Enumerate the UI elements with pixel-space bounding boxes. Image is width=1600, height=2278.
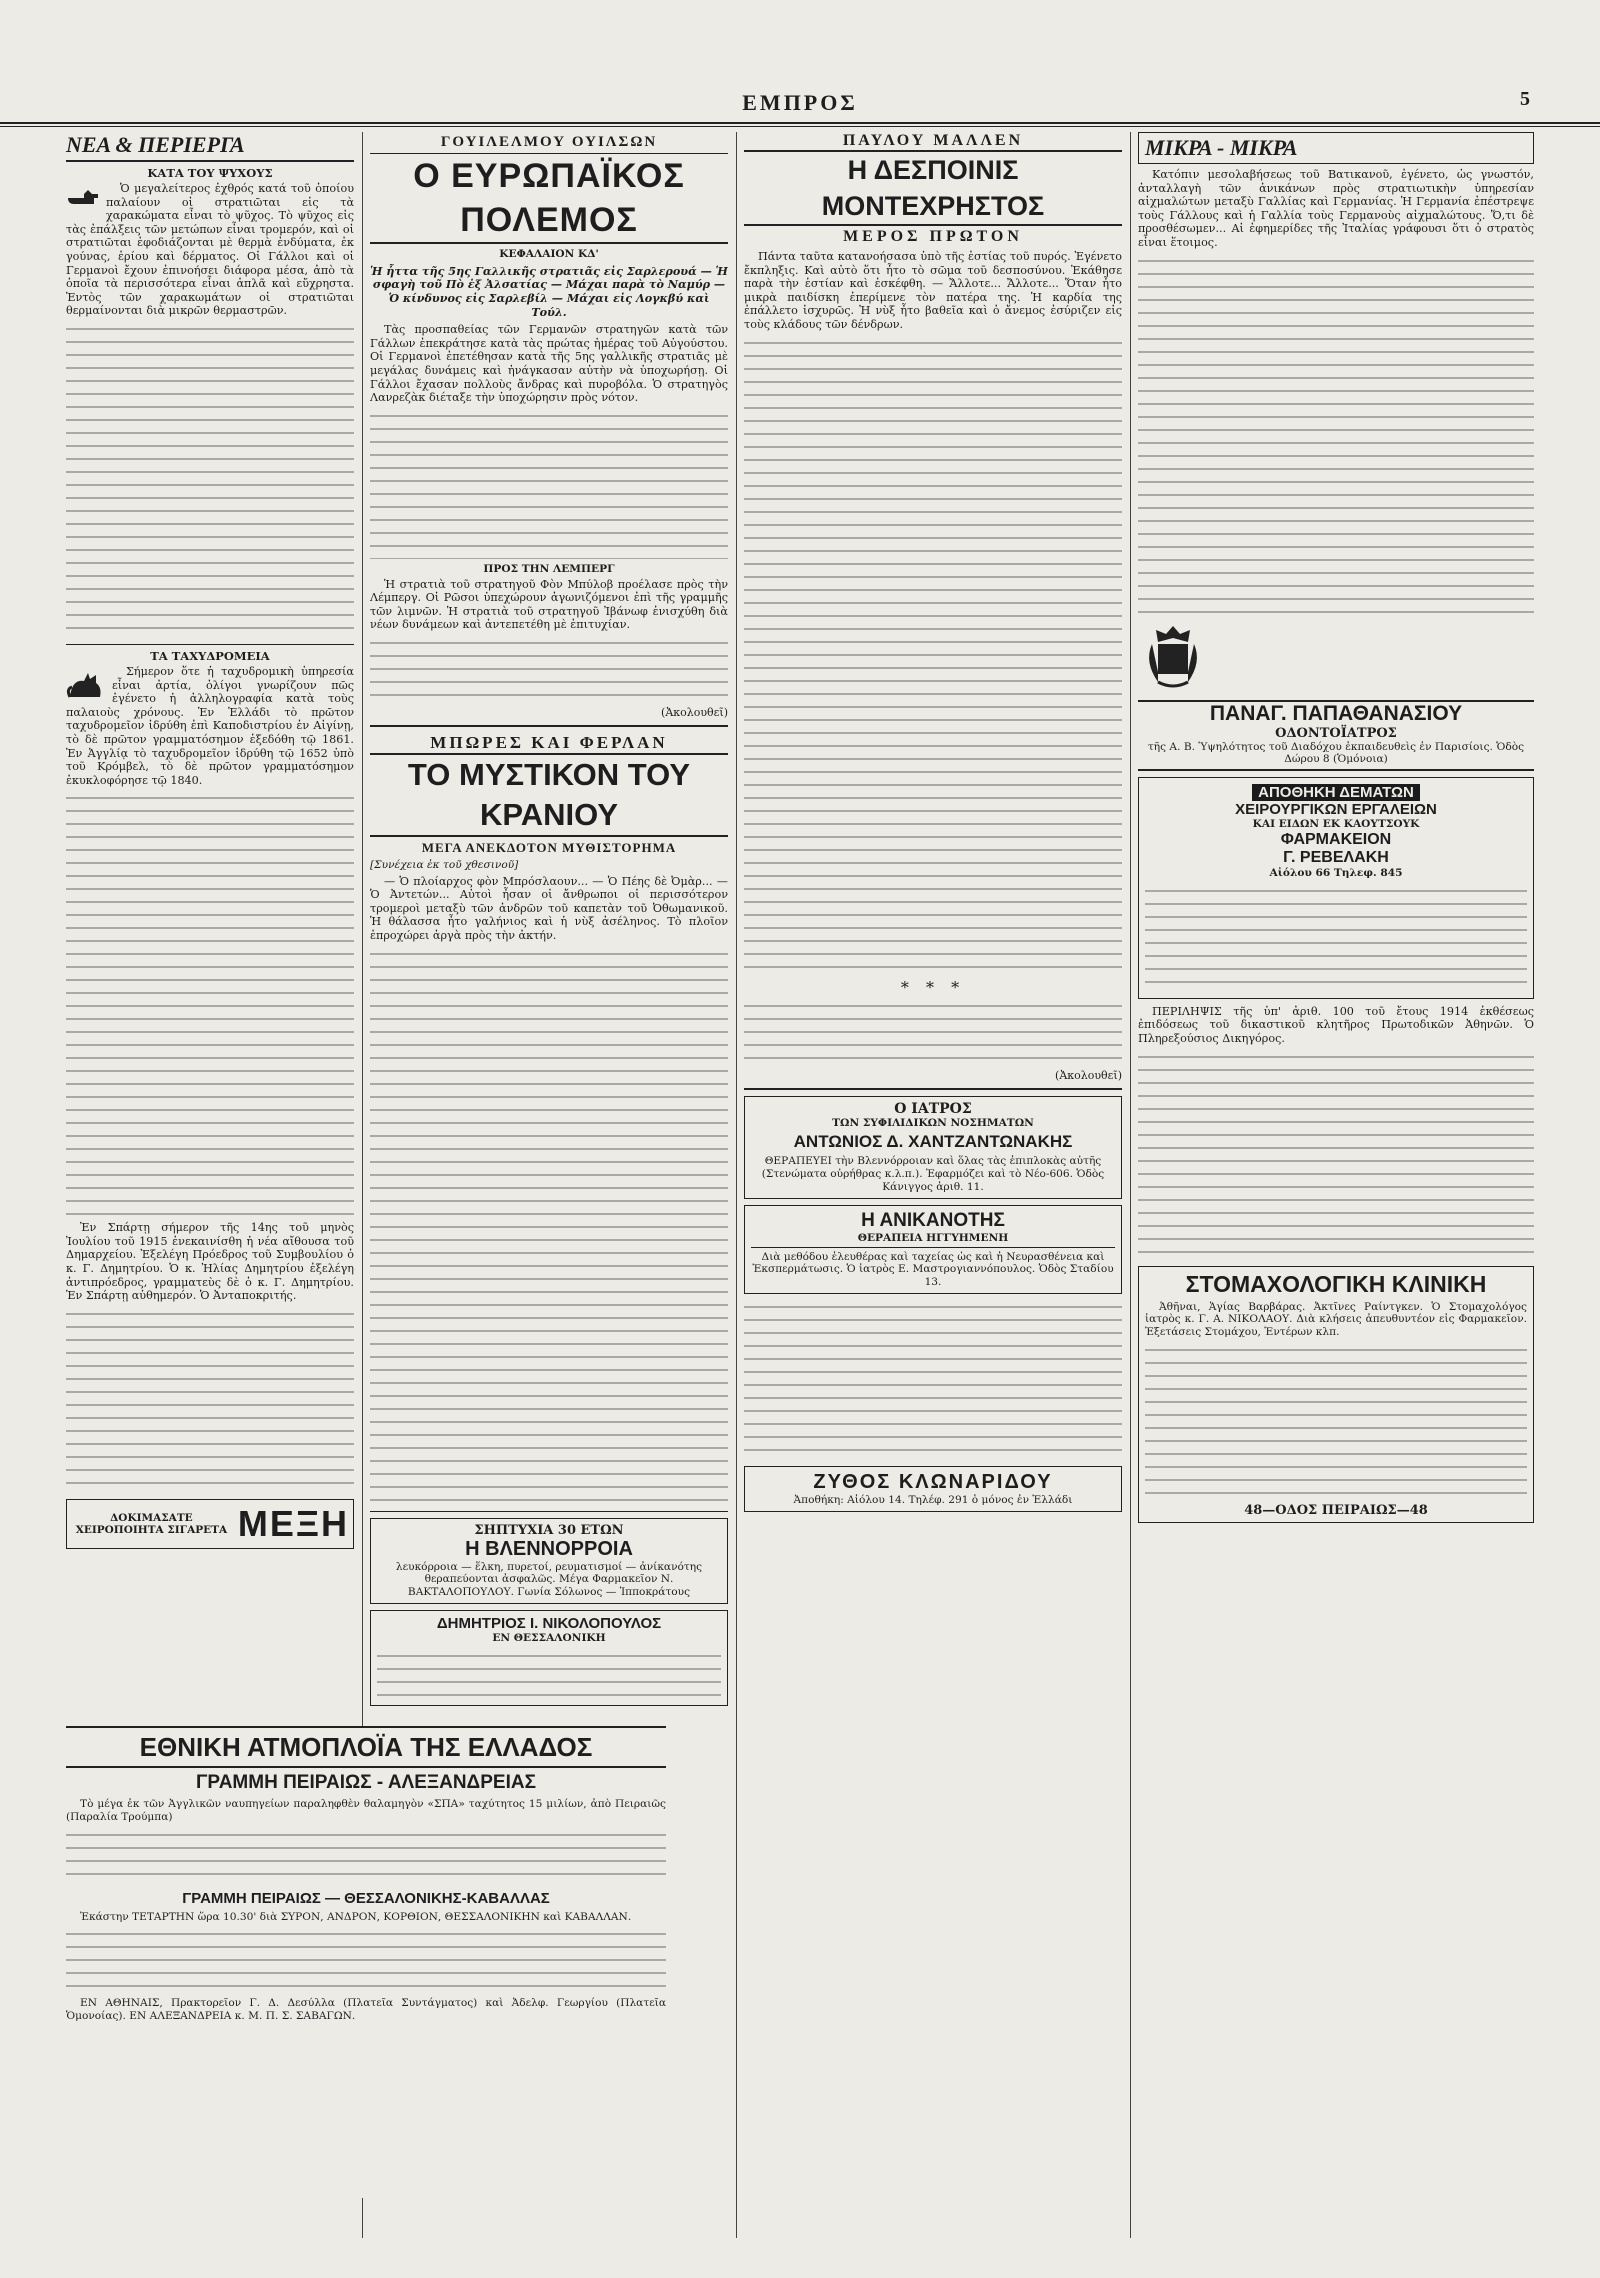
divider — [744, 1088, 1122, 1090]
article-head-cold: ΚΑΤΑ ΤΟΥ ΨΥΧΟΥΣ — [147, 166, 273, 180]
column-montechristo — [738, 132, 1128, 2238]
serial-subhead: ΠΡΟΣ ΤΗΝ ΛΕΜΠΕΡΓ — [483, 562, 615, 575]
ad-shipping-lines — [66, 1828, 666, 1886]
ad-impotence-body: Διὰ μεθόδου ἐλευθέρας καὶ ταχείας ὡς καὶ ἡ Νευρασθένεια καὶ Ἐκσπερμάτωσις. Ὁ ἰατρὸς Ε. Μαστρογιαννόπουλος. Ὁδὸς Σταδίου 13. — [752, 1250, 1114, 1289]
ad-dentist-body: τῆς Α. Β. Ὑψηλότητος τοῦ Διαδόχου ἐκπαιδευθεὶς ἐν Παρισίοις. Ὁδὸς Δώρου 8 (Ὁμόνοια) — [1138, 741, 1534, 772]
ad-shipping-route2: ΓΡΑΜΜΗ ΠΕΙΡΑΙΩΣ — ΘΕΣΣΑΛΟΝΙΚΗΣ-ΚΑΒΑΛΛΑΣ — [182, 1889, 550, 1907]
ad-stomach-clinic — [1138, 1266, 1534, 1523]
ad-impotence-head: Η ΑΝΙΚΑΝΟΤΗΣ — [861, 1209, 1005, 1231]
section-title-news: ΝΕΑ & ΠΕΡΙΕΡΓΑ — [66, 132, 354, 162]
serial2-continuation-lines — [744, 336, 1122, 976]
ad-blennorrhea-title: ΣΗΠΤΥΧΙΑ 30 ΕΤΩΝ — [474, 1522, 624, 1538]
ad-pharmacy-address: Αἰόλου 66 Τηλεφ. 845 — [1269, 866, 1403, 879]
article-continuation-lines-2 — [66, 791, 354, 1221]
article-body-sparta: Ἐν Σπάρτῃ σήμερον τῆς 14ης τοῦ μηνὸς Ἰουλίου τοῦ 1915 ἐνεκαινίσθη ἡ νέα αἴθουσα τοῦ Δημαρχείου. Ἐξελέγη Πρόεδρος τοῦ Συμβουλίου ὁ κ. Γ. Δημητρίου. Ὁ κ. Ἠλίας Δημητρίου ἐξελέγη ἀντιπρόεδρος, γραμματεὺς δὲ ὁ κ. Γ. Δημητρίου. Ἐν Σπάρτῃ αὐθημερόν. Ὁ Ἀνταποκριτής. — [66, 1221, 354, 1303]
ad-clinic-footer: 48—ΟΔΟΣ ΠΕΙΡΑΙΩΣ—48 — [1244, 1502, 1428, 1518]
column-mikra — [1132, 132, 1540, 2238]
serial2-continuation-lines-2 — [744, 999, 1122, 1069]
ad-doctor-head: Ο ΙΑΤΡΟΣ — [894, 1100, 972, 1117]
pointing-hand-icon — [66, 184, 100, 210]
ad-shipping-route: ΓΡΑΜΜΗ ΠΕΙΡΑΙΩΣ - ΑΛΕΞΑΝΔΡΕΙΑΣ — [196, 1772, 536, 1793]
ad-blennorrhea — [370, 1518, 728, 1604]
ad-shipping-title: ΕΘΝΙΚΗ ΑΤΜΟΠΛΟΪΑ ΤΗΣ ΕΛΛΑΔΟΣ — [66, 1728, 666, 1768]
serial2-title: Η ΔΕΣΠΟΙΝΙΣ ΜΟΝΤΕΧΡΗΣΤΟΣ — [744, 150, 1122, 226]
serial2-part: ΜΕΡΟΣ ΠΡΩΤΟΝ — [843, 228, 1023, 245]
novel-continuation-note: [Συνέχεια ἐκ τοῦ χθεσινοῦ] — [370, 858, 519, 871]
article-continuation-lines-3 — [66, 1307, 354, 1493]
mikra-continuation-lines — [1138, 254, 1534, 614]
mikra-body-1: Κατόπιν μεσολαβήσεως τοῦ Βατικανοῦ, ἐγένετο, ὡς γνωστόν, ἀνταλλαγὴ τῶν ἀνικάνων πρὸς στρατιωτικὴν ὑπηρεσίαν αἰχμαλώτων μεταξὺ Γαλλίας καὶ Γερμανίας. Ἡ Γερμανία ἐπέστρεψε τοὺς Γάλλους καὶ ἡ Γαλλία τοὺς Γερμανοὺς αἰχμαλώτους. Ὅ,τι δὲ προσθέσωμεν... Αἱ ἐφημερίδες τῆς Ἰταλίας γράφουσι ὅτι ὁ στρατὸς εἶναι ἕτοιμος. — [1138, 168, 1534, 249]
column-rule — [736, 132, 737, 2238]
ad-nikolopoulos-lines — [377, 1649, 721, 1701]
ad-mexi-label: ΔΟΚΙΜΑΣΑΤΕ — [110, 1511, 193, 1524]
ad-blennorrhea-body: λευκόρροια — ἕλκη, πυρετοί, ρευματισμοί — ἀνίκανότης θεραπεύονται ἀσφαλῶς. Μέγα Φαρμακεῖον Ν. ΒΑΚΤΑΛΟΠΟΥΛΟΥ. Γωνία Σόλωνος — Ἱπποκράτους — [395, 1560, 703, 1599]
divider — [370, 1511, 728, 1512]
divider — [370, 725, 728, 727]
serial-continued: (Ἀκολουθεῖ) — [661, 705, 728, 719]
section-title-mikra: ΜΙΚΡΑ - ΜΙΚΡΑ — [1138, 132, 1534, 164]
ad-clinic-body: Ἀθῆναι, Ἁγίας Βαρβάρας. Ἀκτῖνες Ραίντγκεν. Ὁ Στομαχολόγος ἰατρὸς κ. Γ. Α. ΝΙΚΟΛΑΟΥ. Διὰ κλήσεις ἀπευθυντέον εἰς Φαρμακεῖον. Ἐξετάσεις Στομάχου, Ἐντέρων κλπ. — [1145, 1300, 1527, 1339]
ad-pharmacy-name: Γ. ΡΕΒΕΛΑΚΗ — [1283, 848, 1389, 866]
ad-nikolopoulos — [370, 1610, 728, 1706]
ad-pharmacy — [1138, 777, 1534, 999]
masthead-rule-thin — [0, 126, 1600, 127]
royal-crest-icon — [1138, 622, 1208, 692]
ad-blennorrhea-head: Η ΒΛΕΝΝΟΡΡΟΙΑ — [465, 1537, 633, 1560]
ad-dentist-sub: ΟΔΟΝΤΟΪΑΤΡΟΣ — [1275, 725, 1397, 741]
ad-mexi-brand: ΜΕΞΗ — [237, 1502, 349, 1544]
ad-nikolopoulos-city: ΕΝ ΘΕΣΣΑΛΟΝΙΚΗ — [492, 1632, 606, 1645]
article-continuation-lines — [66, 322, 354, 640]
ad-shipping-line3: ΕΝ ΑΘΗΝΑΙΣ, Πρακτορεῖον Γ. Δ. Δεσύλλα (Πλατεῖα Συντάγματος) καὶ Ἀδελφ. Γεωργίου (Πλατεῖα Ὁμονοίας). ΕΝ ΑΛΕΞΑΝΔΡΕΙΑ κ. Μ. Π. Σ. ΣΑΒΑΓΩΝ. — [66, 1997, 666, 2023]
serial-body-2: Ἡ στρατιὰ τοῦ στρατηγοῦ Φὸν Μπύλοβ προέλασε πρὸς τὴν Λέμπεργ. Οἱ Ρῶσοι ὑπεχώρουν ἀγωνιζόμενοι ἐπὶ τῆς γραμμῆς τῶν λιμνῶν. Ἡ στρατιὰ τοῦ στρατηγοῦ Ἰβάνωφ ἐνισχύθη διὰ νέων δυνάμεων καὶ ἀντεπετέθη μὲ ἐπιτυχίαν. — [370, 577, 728, 632]
ad-shipping-line2: Ἐκάστην ΤΕΤΑΡΤΗΝ ὥρα 10.30' διὰ ΣΥΡΟΝ, ΑΝΔΡΟΝ, ΚΟΡΘΙΟΝ, ΘΕΣΣΑΛΟΝΙΚΗΝ καὶ ΚΑΒΑΛΛΑΝ. — [80, 1910, 632, 1923]
serial2-continued: (Ἀκολουθεῖ) — [1055, 1068, 1122, 1082]
cat-icon — [66, 667, 106, 701]
ad-pharmacy-sub2: ΚΑΙ ΕΙΔΩΝ ΕΚ ΚΑΟΥΤΣΟΥΚ — [1252, 818, 1420, 831]
ad-mexi — [66, 1499, 354, 1549]
novel-continuation-lines — [370, 947, 728, 1507]
ad-clinic-title: ΣΤΟΜΑΧΟΛΟΓΙΚΗ ΚΛΙΝΙΚΗ — [1185, 1270, 1487, 1297]
ad-impotence-sub: ΘΕΡΑΠΕΙΑ ΗΓΓΥΗΜΕΝΗ — [751, 1232, 1115, 1248]
ad-beer-head: ΖΥΘΟΣ ΚΛΩΝΑΡΙΔΟΥ — [813, 1470, 1053, 1493]
ad-shipping-line1: Τὸ μέγα ἐκ τῶν Ἀγγλικῶν ναυπηγείων παραληφθὲν θαλαμηγὸν «ΣΠΑ» ταχύτητος 15 μιλίων, ἀπὸ Πειραιῶς (Παραλία Τρούμπα) — [66, 1798, 666, 1823]
serial-continuation-lines-2 — [370, 636, 728, 706]
serial2-author: ΠΑΥΛΟΥ ΜΑΛΛΕΝ — [842, 132, 1024, 149]
ad-shipping — [66, 1726, 666, 2198]
masthead-rule — [0, 122, 1600, 124]
serial-continuation-lines — [370, 409, 728, 559]
serial-subtitle: Ἡ ἧττα τῆς 5ης Γαλλικῆς στρατιᾶς εἰς Σαρλερουά — Ἡ σφαγὴ τοῦ Πὸ ἐξ Ἀλσατίας — Μάχαι παρὰ τὸ Ναμύρ — Ὁ κίνδυνος εἰς Σαρλεβίλ — Μάχαι εἰς Λογκβύ καὶ Τούλ. — [370, 263, 728, 319]
ad-nikolopoulos-name: ΔΗΜΗΤΡΙΟΣ Ι. ΝΙΚΟΛΟΠΟΥΛΟΣ — [436, 1615, 662, 1633]
serial-title: Ο ΕΥΡΩΠΑΪΚΟΣ ΠΟΛΕΜΟΣ — [370, 154, 728, 244]
ad-doctor-body: ΘΕΡΑΠΕΥΕΙ τὴν Βλεννόρροιαν καὶ ὅλας τὰς ἐπιπλοκὰς αὐτῆς (Στενώματα οὐρήθρας κ.λ.π.). Ἐφαρμόζει καὶ τὸ Νέο-606. Ὁδὸς Κάνιγγος ἀριθ. 11. — [761, 1155, 1105, 1193]
masthead — [60, 0, 1540, 120]
serial-author: ΓΟΥΙΛΕΛΜΟΥ ΟΥΙΛΣΩΝ — [370, 132, 728, 154]
mikra-body-2: ΠΕΡΙΛΗΨΙΣ τῆς ὑπ' ἀριθ. 100 τοῦ ἔτους 1914 ἐκθέσεως ἐπιδόσεως τοῦ δικαστικοῦ κλητῆρος Πρωτοδικῶν Ἀθηνῶν. Ὁ Πληρεξούσιος Δικηγόρος. — [1138, 1004, 1534, 1045]
ad-clinic-lines — [1145, 1343, 1527, 1503]
novel-authors: ΜΠΩΡΕΣ ΚΑΙ ΦΕΡΛΑΝ — [430, 732, 668, 752]
article-head-post: ΤΑ ΤΑΧΥΔΡΟΜΕΙΑ — [150, 648, 270, 663]
ad-doctor-sub: ΤΩΝ ΣΥΦΙΛΙΔΙΚΩΝ ΝΟΣΗΜΑΤΩΝ — [832, 1116, 1034, 1129]
ad-beer — [744, 1466, 1122, 1512]
ad-mexi-line: ΧΕΙΡΟΠΟΙΗΤΑ ΣΙΓΑΡΕΤΑ — [75, 1523, 228, 1536]
novel-title: ΤΟ ΜΥΣΤΙΚΟΝ ΤΟΥ ΚΡΑΝΙΟΥ — [370, 753, 728, 837]
divider — [66, 644, 354, 645]
novel-subtitle: ΜΕΓΑ ΑΝΕΚΔΟΤΟΝ ΜΥΘΙΣΤΟΡΗΜΑ — [421, 839, 677, 855]
ad-doctor — [744, 1096, 1122, 1199]
ad-impotence — [744, 1205, 1122, 1294]
ad-pharmacy-label: ΦΑΡΜΑΚΕΙΟΝ — [1280, 830, 1392, 848]
ad-doctor-name: ΑΝΤΩΝΙΟΣ Δ. ΧΑΝΤΖΑΝΤΩΝΑΚΗΣ — [793, 1132, 1073, 1152]
article-body-post: Σήμερον ὅτε ἡ ταχυδρομικὴ ὑπηρεσία εἶναι ἀρτία, ὀλίγοι γνωρίζουν πῶς ἐγένετο ἡ ἀλληλογραφία κατὰ τοὺς παλαιοὺς χρόνους. Ἐν Ἑλλάδι τὸ πρῶτον ταχυδρομεῖον ἱδρύθη ἐπὶ Καποδιστρίου ἐν Αἰγίνῃ, τὸ δὲ πρῶτον γραμματόσημον ἐξεδόθη τῷ 1861. Ἐν Ἀγγλίᾳ τὸ ταχυδρομεῖον ἱδρύθη τῷ 1652 ὑπὸ τοῦ Κρόμβελ, τὸ δὲ πρῶτον γραμματόσημον ἐκυκλοφόρησε τῷ 1840. — [66, 664, 354, 787]
ad-dentist-name: ΠΑΝΑΓ. ΠΑΠΑΘΑΝΑΣΙΟΥ — [1138, 700, 1534, 726]
ad-shipping-lines-2 — [66, 1927, 666, 1997]
serial2-body: Πάντα ταῦτα κατανοήσασα ὑπὸ τῆς ἑστίας τοῦ πυρός. Ἐγένετο ἔκπληξις. Καὶ αὐτὸ ὅτι ἦτο τὸ σῶμα τοῦ δεσποσύνου. Ἐκάθησε παρὰ τὴν ἑστίαν καὶ ἐσκέφθη. — Ἄλλοτε... Ἄλλοτε... Ὅταν ἦτο μικρὰ παιδίσκη ἐπερίμενε τὸν πατέρα της. Ἡ καρδία της ἐπάλλετο ἰσχυρῶς. Ἡ νὺξ ἦτο βαθεῖα καὶ ὁ ἄνεμος ἐσύριζεν εἰς τοὺς κλάδους τῶν δένδρων. — [744, 250, 1122, 331]
novel-body: — Ὁ πλοίαρχος φὸν Μπρόσλαουν... — Ὁ Πέης δὲ Ὀμὰρ... — Ὁ Ἀντετών... Αὐτοὶ ἦσαν οἱ ἄνθρωποι οἱ περισσότερον τρομεροὶ μεταξὺ τῶν ἀνδρῶν τοῦ καπετὰν τοῦ Ὀθωμανικοῦ. Ἡ θάλασσα ἦτο γαλήνιος καὶ ἡ νὺξ ἀσέληνος. Τὸ πλοῖον ἐπροχώρει ἀργὰ πρὸς τὴν ἀκτήν. — [370, 874, 728, 943]
mikra-continuation-lines-2 — [1138, 1050, 1534, 1260]
notice-lines — [744, 1300, 1122, 1460]
newspaper-title: ΕΜΠΡΟΣ — [742, 90, 858, 115]
section-stars: * * * — [900, 977, 966, 997]
ad-pharmacy-sub: ΧΕΙΡΟΥΡΓΙΚΩΝ ΕΡΓΑΛΕΙΩΝ — [1235, 801, 1437, 819]
column-rule — [1130, 132, 1131, 2238]
article-body-cold: Ὁ μεγαλείτερος ἐχθρός κατά τοῦ ὁποίου παλαίουν οἱ στρατιῶται εἰς τὰ χαρακώματα εἶναι τὸ ψῦχος. Τὸ ψῦχος εἰς τὰς ἐπάλξεις τῶν μετώπων εἶναι τρομερόν, καὶ οἱ στρατιῶται ἐφοδιάζονται μὲ θερμὰ ἐνδύματα, ἐκ γούνας, ἐρίου καὶ δέρματος. Οἱ Γάλλοι καὶ οἱ Γερμανοὶ ἔχουν ἐπινοήσει διάφορα μέσα, ἀπὸ τὰ ὁποῖα τὰ περισσότερα εἶναι ἁπλᾶ καὶ εὔχρηστα. Ἐντὸς τῶν χαρακωμάτων οἱ στρατιῶται θερμαίνονται διὰ μικρῶν θερμαστρῶν. — [66, 182, 354, 318]
serial-chapter: ΚΕΦΑΛΑΙΟΝ ΚΔ' — [499, 248, 599, 260]
ad-pharmacy-list-lines — [1145, 884, 1527, 994]
ad-pharmacy-head: ΑΠΟΘΗΚΗ ΔΕΜΑΤΩΝ — [1252, 784, 1420, 801]
ad-beer-body: Ἀποθήκη: Αἰόλου 14. Τηλέφ. 291 ὁ μόνος ἐν Ἑλλάδι — [793, 1493, 1073, 1506]
serial-body-1: Τὰς προσπαθείας τῶν Γερμανῶν στρατηγῶν κατὰ τῶν Γάλλων ἐπεκράτησε κατὰ τὰς πρώτας ἡμέρας τοῦ Αὐγούστου. Οἱ Γερμανοὶ ἐπετέθησαν κατὰ τῆς 5ης γαλλικῆς στρατιᾶς μὲ μεγάλας δυνάμεις καὶ ἠνάγκασαν αὐτὴν νὰ ὑποχωρήσῃ. Οἱ Γάλλοι ἔχασαν πολλοὺς ἄνδρας καὶ πυροβόλα. Ὁ στρατηγὸς Λανρεζὰκ διέταξε τὴν ὑποχώρησιν πρὸς νότον. — [370, 323, 728, 405]
page-number: 5 — [1520, 88, 1530, 110]
